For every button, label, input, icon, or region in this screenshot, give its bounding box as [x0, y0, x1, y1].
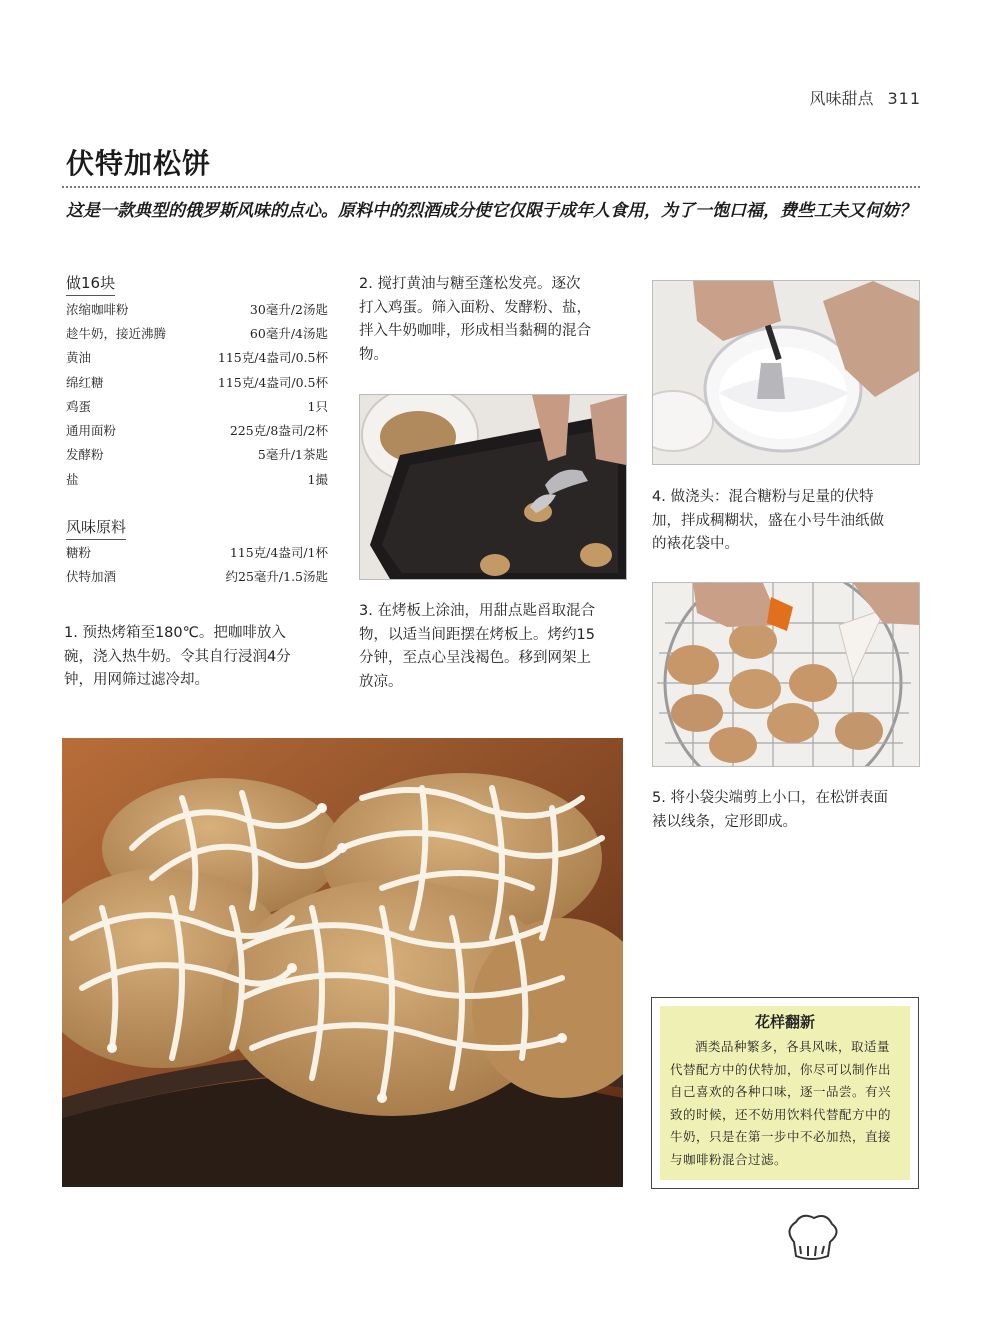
step-4: 4. 做浇头：混合糖粉与足量的伏特 加，拌成稠糊状，盛在小号牛油纸做 的裱花袋中。 — [652, 489, 884, 552]
ingredient-amount: 1撮 — [307, 472, 328, 487]
ingredient-row — [66, 348, 328, 366]
ingredient-amount: 115克/4盎司/0.5杯 — [217, 350, 328, 365]
ingredient-name: 趁牛奶，接近沸腾 — [66, 326, 167, 341]
ingredient-amount: 1只 — [307, 399, 328, 414]
ingredient-name: 绵红糖 — [66, 375, 104, 390]
running-head — [809, 86, 921, 109]
step-2: 2. 搅打黄油与糖至蓬松发亮。逐次 打入鸡蛋。筛入面粉、发酵粉、盐， 拌入牛奶咖啡，形成相当黏稠的混合 物。 — [359, 276, 591, 363]
ingredient-row — [66, 421, 328, 439]
ingredient-amount: 115克/4盎司/0.5杯 — [217, 375, 328, 390]
photo-piping-icing — [652, 582, 920, 767]
page-number: 311 — [887, 89, 921, 108]
photo-mixing-icing — [652, 280, 920, 465]
ingredient-amount: 60毫升/4汤匙 — [249, 326, 328, 341]
ingredient-name: 盐 — [66, 472, 79, 487]
ingredient-name: 黄油 — [66, 350, 92, 365]
ingredient-row — [66, 543, 328, 561]
ingredient-row — [66, 470, 328, 488]
ingredient-row — [66, 324, 328, 342]
ingredient-row — [66, 567, 328, 585]
section-name: 风味甜点 — [809, 89, 874, 108]
step-1: 1. 预热烤箱至180℃。把咖啡放入 碗，浇入热牛奶。令其自行浸润4分 钟，用网筛过滤冷却。 — [64, 625, 291, 688]
step-5: 5. 将小袋尖端剪上小口，在松饼表面 裱以线条，定形即成。 — [652, 790, 888, 830]
chef-hat-icon — [784, 1212, 840, 1268]
title-divider — [62, 186, 920, 188]
recipe-title: 伏特加松饼 — [66, 147, 212, 180]
ingredient-row — [66, 445, 328, 463]
variation-title: 花样翻新 — [754, 1013, 815, 1031]
ingredient-amount: 115克/4盎司/1杯 — [229, 545, 328, 560]
ingredient-name: 发酵粉 — [66, 447, 104, 462]
ingredients-heading: 做16块 — [66, 272, 115, 296]
ingredient-name: 浓缩咖啡粉 — [66, 302, 129, 317]
variation-text: 酒类品种繁多，各具风味，取适量代替配方中的伏特加，你尽可以制作出自己喜欢的各种口味，逐一品尝。有兴致的时候，还不妨用饮料代替配方中的牛奶，只是在第一步中不必加热，直接与咖啡粉混合过滤。 — [670, 1039, 892, 1167]
ingredient-name: 鸡蛋 — [66, 399, 92, 414]
ingredient-amount: 约25毫升/1.5汤匙 — [225, 569, 328, 584]
step-3: 3. 在烤板上涂油，用甜点匙舀取混合 物，以适当间距摆在烤板上。烤约15 分钟，至点心呈浅褐色。移到网架上 放凉。 — [359, 603, 595, 690]
recipe-intro: 这是一款典型的俄罗斯风味的点心。原料中的烈酒成分使它仅限于成年人食用，为了一饱口福，费些工夫又何妨？ — [66, 201, 916, 221]
ingredient-name: 糖粉 — [66, 545, 92, 560]
variation-box — [651, 997, 919, 1189]
ingredient-amount: 30毫升/2汤匙 — [249, 302, 328, 317]
ingredient-amount: 5毫升/1茶匙 — [257, 447, 328, 462]
ingredient-amount: 225克/8盎司/2杯 — [229, 423, 328, 438]
photo-finished-cookies — [62, 738, 623, 1187]
ingredient-name: 伏特加酒 — [66, 569, 117, 584]
variation-panel — [660, 1006, 910, 1180]
ingredient-row — [66, 300, 328, 318]
photo-dough-on-tray — [359, 394, 627, 580]
ingredient-row — [66, 373, 328, 391]
ingredient-row — [66, 397, 328, 415]
flavor-heading: 风味原料 — [66, 516, 126, 540]
ingredient-name: 通用面粉 — [66, 423, 117, 438]
